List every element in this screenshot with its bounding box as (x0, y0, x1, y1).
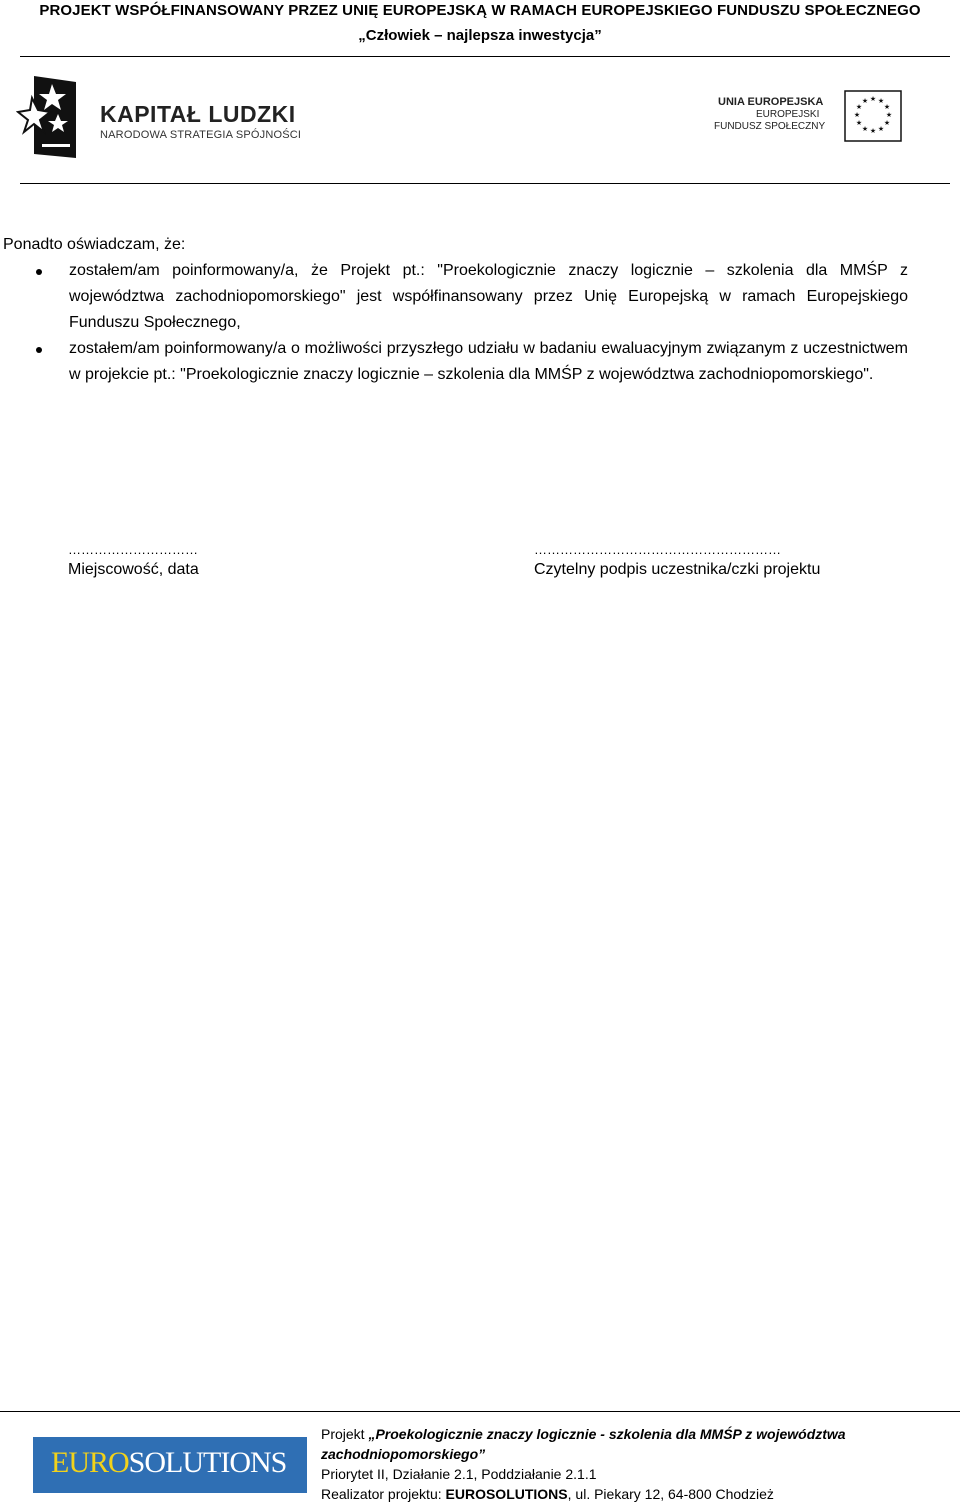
eu-logo-line3: FUNDUSZ SPOŁECZNY (714, 121, 826, 132)
declaration-intro: Ponadto oświadczam, że: (3, 236, 186, 253)
signature-label: Czytelny podpis uczestnika/czki projektu (534, 561, 821, 578)
svg-text:★: ★ (877, 97, 885, 105)
declaration-list (3, 258, 908, 388)
eu-efs-logo (712, 88, 904, 144)
footer-realizer-line (321, 1484, 951, 1504)
footer-divider (0, 1411, 960, 1412)
footer-project-prefix: Projekt (321, 1426, 369, 1442)
svg-text:★: ★ (869, 95, 877, 103)
footer-project-line (321, 1424, 951, 1444)
declaration-body (3, 232, 908, 388)
eurosolutions-logo (33, 1437, 307, 1493)
svg-text:★: ★ (861, 125, 869, 133)
svg-text:★: ★ (877, 125, 885, 133)
svg-text:★: ★ (855, 103, 863, 111)
header-project-title: PROJEKT WSPÓŁFINANSOWANY PRZEZ UNIĘ EUROPEJSKĄ W RAMACH EUROPEJSKIEGO FUNDUSZU SPOŁECZNEGO (39, 2, 921, 19)
header-divider (20, 56, 950, 57)
svg-text:★: ★ (853, 111, 861, 119)
kapital-ludzki-title: KAPITAŁ LUDZKI (100, 101, 296, 127)
footer-realizer-address: , ul. Piekary 12, 64-800 Chodzież (567, 1486, 774, 1502)
svg-text:★: ★ (885, 111, 893, 119)
eu-logo-line2: EUROPEJSKI (756, 109, 820, 120)
footer-realizer-prefix: Realizator projektu: (321, 1486, 446, 1502)
kapital-ludzki-subtitle: NARODOWA STRATEGIA SPÓJNOŚCI (100, 129, 302, 141)
svg-text:★: ★ (855, 119, 863, 127)
place-date-label: Miejscowość, data (68, 561, 199, 578)
place-date-block (68, 543, 199, 583)
eu-flag-icon (844, 90, 902, 142)
footer-project-title-2: zachodniopomorskiego” (321, 1446, 486, 1462)
kapital-ludzki-emblem-icon (16, 74, 80, 162)
declaration-item-cofinancing: zostałem/am poinformowany/a, że Projekt pt.: "Proekologicznie znaczy logicznie – szkolenia dla MMŚP z województwa zachodniopomorskiego" jest współfinansowany przez Unię Europejską w ramach Europejskiego Funduszu Społecznego, (3, 258, 908, 336)
kapital-ludzki-logo (16, 74, 316, 164)
signature-line: ………………………………………………… (534, 542, 781, 557)
logo-divider (20, 183, 950, 184)
footer-info (321, 1424, 951, 1504)
footer-project-title-1: „Proekologicznie znaczy logicznie - szkolenia dla MMŚP z województwa (368, 1426, 846, 1442)
eu-logo-line1: UNIA EUROPEJSKA (718, 96, 824, 108)
eurosolutions-logo-part2: SOLUTIONS (128, 1446, 287, 1479)
place-date-line: ………………………… (68, 542, 198, 557)
declaration-item-evaluation: zostałem/am poinformowany/a o możliwości przyszłego udziału w badaniu ewaluacyjnym związanym z uczestnictwem w projekcie pt.: "Proekologicznie znaczy logicznie – szkolenia dla MMŚP z województwa zachodniopomorskiego". (3, 336, 908, 388)
svg-text:★: ★ (883, 119, 891, 127)
header-slogan: „Człowiek – najlepsza inwestycja” (358, 27, 602, 44)
svg-text:★: ★ (861, 97, 869, 105)
svg-text:★: ★ (869, 127, 877, 135)
footer-realizer-name: EUROSOLUTIONS (445, 1486, 568, 1502)
signature-block (534, 543, 820, 583)
svg-text:★: ★ (883, 103, 891, 111)
footer-priority: Priorytet II, Działanie 2.1, Poddziałanie 2.1.1 (321, 1466, 597, 1482)
eurosolutions-logo-part1: EURO (51, 1446, 129, 1479)
